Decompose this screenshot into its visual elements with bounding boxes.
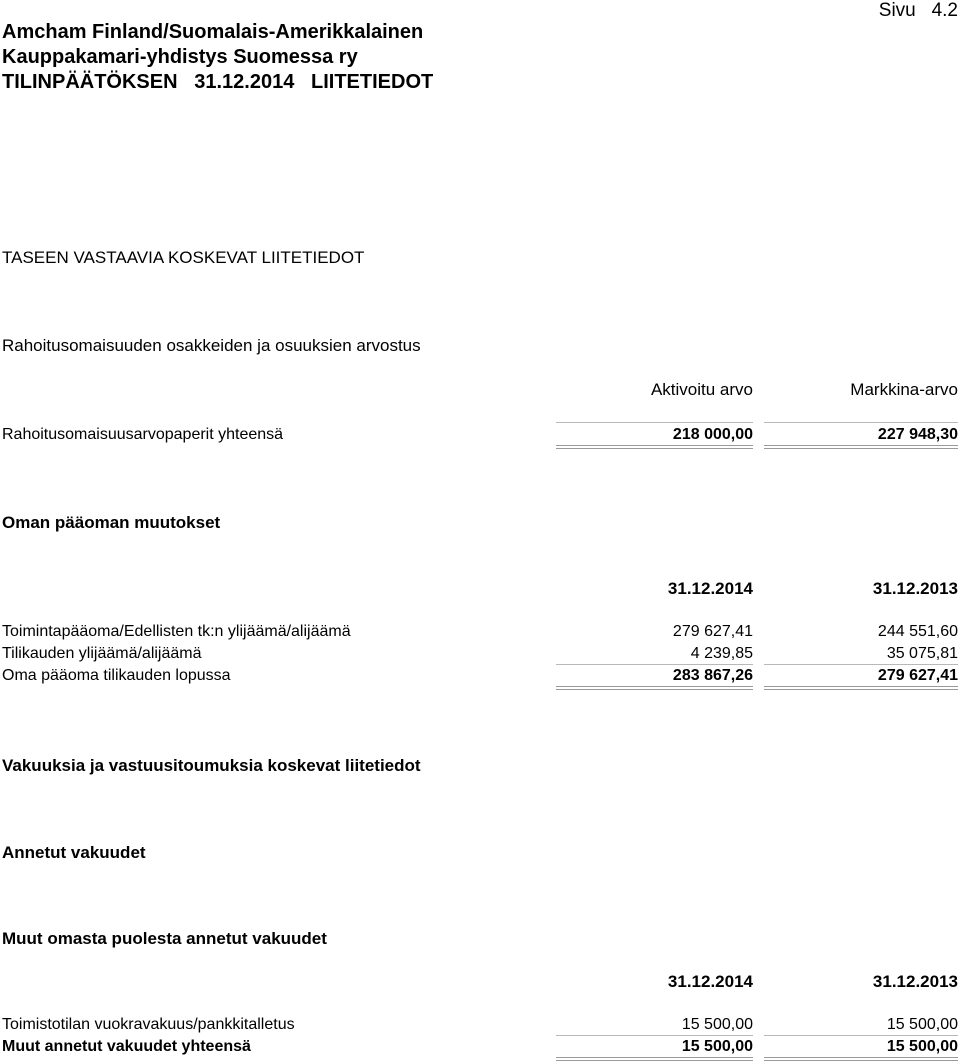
collateral-col-b-total-rule — [764, 1057, 958, 1061]
collateral-total-label: Muut annetut vakuudet yhteensä — [2, 1038, 251, 1055]
document-title: TILINPÄÄTÖKSEN 31.12.2014 LIITETIEDOT — [2, 71, 434, 93]
assets-row-value-market: 227 948,30 — [877, 426, 958, 443]
collateral-col-a-total-rule — [556, 1057, 753, 1061]
collateral-row-label: Toimistotilan vuokravakuus/pankkitalletus — [2, 1016, 295, 1033]
equity-col-b-total-rule — [764, 686, 958, 690]
equity-row-label: Tilikauden ylijäämä/alijäämä — [2, 645, 202, 662]
equity-row-value-2013: 244 551,60 — [877, 623, 958, 640]
equity-row-value-2014: 279 627,41 — [672, 623, 753, 640]
equity-col-a-total-rule — [556, 686, 753, 690]
assets-row-label: Rahoitusomaisuusarvopaperit yhteensä — [2, 426, 284, 443]
assets-subtitle: Rahoitusomaisuuden osakkeiden ja osuuksien arvostus — [2, 336, 421, 355]
collateral-total-value-2014: 15 500,00 — [681, 1038, 753, 1055]
assets-col-header-market-value: Markkina-arvo — [850, 380, 958, 399]
collateral-col-a-subtotal-rule — [556, 1035, 753, 1036]
org-name-line1: Amcham Finland/Suomalais-Amerikkalainen — [2, 21, 424, 43]
assets-col-b-total-rule — [764, 445, 958, 449]
equity-col-b-subtotal-rule — [764, 664, 958, 665]
assets-section-title: TASEEN VASTAAVIA KOSKEVAT LIITETIEDOT — [2, 248, 365, 267]
equity-row-value-2013: 35 075,81 — [886, 645, 958, 662]
collateral-col-b-subtotal-rule — [764, 1035, 958, 1036]
assets-col-b-top-rule — [764, 422, 958, 423]
equity-total-value-2014: 283 867,26 — [672, 667, 753, 684]
equity-col-header-2013: 31.12.2013 — [872, 579, 958, 598]
equity-total-label: Oma pääoma tilikauden lopussa — [2, 667, 231, 684]
assets-col-header-book-value: Aktivoitu arvo — [650, 380, 753, 399]
equity-section-title: Oman pääoman muutokset — [2, 513, 221, 532]
collateral-col-header-2014: 31.12.2014 — [667, 972, 753, 991]
collateral-total-value-2013: 15 500,00 — [886, 1038, 958, 1055]
assets-row-value-book: 218 000,00 — [672, 426, 753, 443]
collateral-section-title: Vakuuksia ja vastuusitoumuksia koskevat liitetiedot — [2, 756, 421, 775]
equity-row-value-2014: 4 239,85 — [690, 645, 753, 662]
collateral-row-value-2014: 15 500,00 — [681, 1016, 753, 1033]
org-name-line2: Kauppakamari-yhdistys Suomessa ry — [2, 46, 358, 68]
assets-col-a-top-rule — [556, 422, 753, 423]
page-number: Sivu 4.2 — [878, 0, 958, 21]
equity-row-label: Toimintapääoma/Edellisten tk:n ylijäämä/alijäämä — [2, 623, 351, 640]
collateral-subtitle: Annetut vakuudet — [2, 843, 146, 862]
assets-col-a-total-rule — [556, 445, 753, 449]
collateral-row-value-2013: 15 500,00 — [886, 1016, 958, 1033]
equity-total-value-2013: 279 627,41 — [877, 667, 958, 684]
equity-col-header-2014: 31.12.2014 — [667, 579, 753, 598]
collateral-col-header-2013: 31.12.2013 — [872, 972, 958, 991]
collateral-subsubtitle: Muut omasta puolesta annetut vakuudet — [2, 929, 327, 948]
equity-col-a-subtotal-rule — [556, 664, 753, 665]
